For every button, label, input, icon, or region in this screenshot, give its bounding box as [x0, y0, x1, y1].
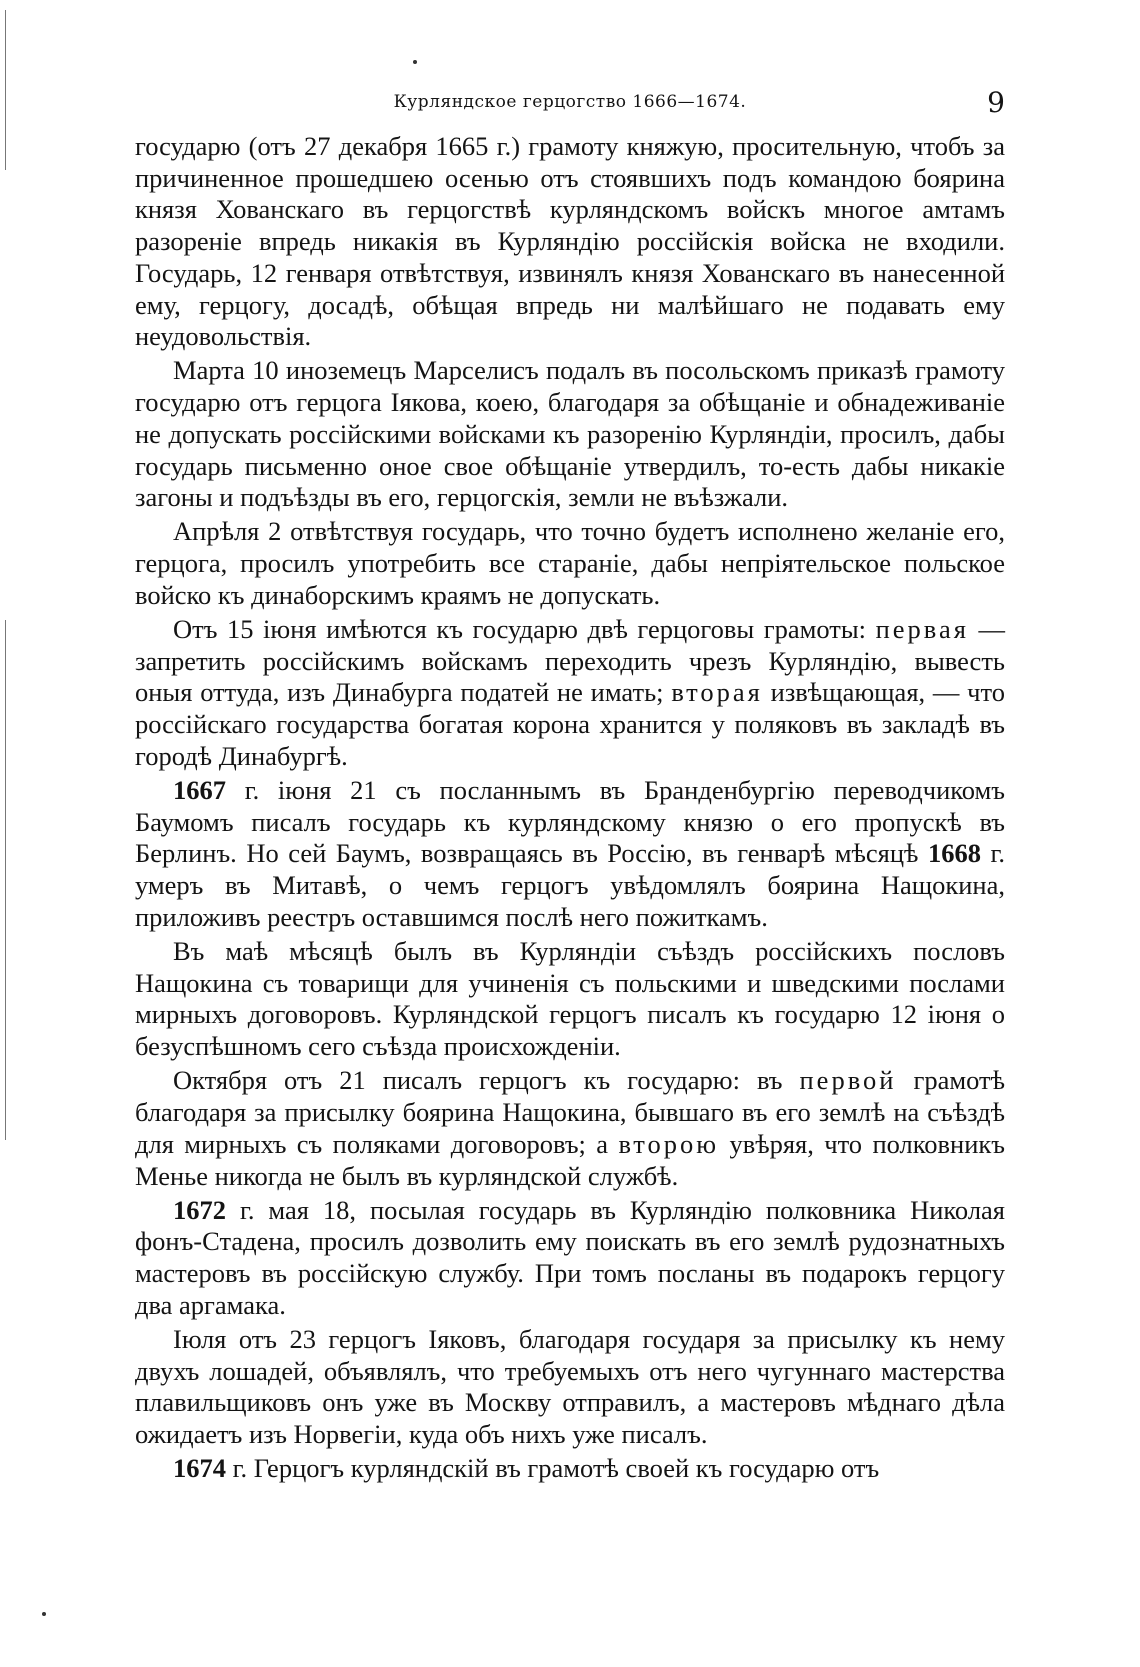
- paragraph: [135, 1324, 1005, 1451]
- paragraph: [135, 355, 1005, 514]
- paragraph-text: г. іюня 21 съ посланнымъ въ Бранденбургію переводчикомъ Баумомъ писалъ государь къ курляндскому князю о его пропускѣ въ Берлинъ. Но сей Баумъ, возвращаясь въ Россію, въ генварѣ мѣсяцѣ: [135, 775, 1005, 869]
- year-bold: 1672: [173, 1194, 226, 1225]
- paragraph-text: г. мая 18, посылая государь въ Курляндію полковника Николая фонъ-Стадена, просилъ дозволить ему поискать въ его землѣ рудознатныхъ мастеровъ въ россійскую службу. При томъ посланы въ подарокъ герцогу два аргамака.: [135, 1194, 1005, 1320]
- paragraph: [135, 516, 1005, 611]
- paragraph-text: Марта 10 иноземецъ Марселисъ подалъ въ посольскомъ приказѣ грамоту государю отъ герцога Іякова, коею, благодаря за обѣщаніе и обнадеживаніе не допускать россійскими войсками къ разоренію Курляндіи, просилъ, дабы государь письменно оное свое обѣщаніе утвердилъ, то-есть дабы никакіе загоны и подъѣзды въ его, герцогскія, земли не въѣзжали.: [135, 355, 1005, 513]
- paragraph: [135, 1453, 1005, 1485]
- running-title: Курляндское герцогство 1666—1674.: [393, 92, 747, 112]
- spaced-emphasis: второю: [618, 1128, 720, 1159]
- paragraph: [135, 614, 1005, 773]
- year-bold: 1667: [173, 775, 226, 806]
- paragraph: [135, 1195, 1005, 1322]
- scan-margin-line: [5, 10, 6, 170]
- paragraph-text: — запретить россійскимъ войскамъ переходить чрезъ Курляндію, вывесть оныя оттуда, изъ Динабурга податей не имать;: [135, 614, 1005, 708]
- paragraph: [135, 1065, 1005, 1192]
- paragraph-text: извѣщающая, — что россійскаго государства богатая корона хранится у поляковъ въ закладѣ въ городѣ Динабургѣ.: [135, 677, 1005, 771]
- paragraph-text: г. Герцогъ курляндскій въ грамотѣ своей къ государю отъ: [226, 1453, 880, 1484]
- paragraph: [135, 775, 1005, 934]
- paragraph-text: г. умеръ въ Митавѣ, о чемъ герцогъ увѣдомлялъ боярина Нащокина, приложивъ реестръ оставшимся послѣ него пожиткамъ.: [135, 838, 1005, 932]
- scan-speck: [42, 1612, 46, 1616]
- paragraph-text: Іюля отъ 23 герцогъ Іяковъ, благодаря государя за присылку къ нему двухъ лошадей, объявлялъ, что требуемыхъ отъ него чугуннаго мастерства плавильщиковъ онъ уже въ Москву отправилъ, а мастеровъ мѣднаго дѣла ожидаетъ изъ Норвегіи, куда объ нихъ уже писалъ.: [135, 1324, 1005, 1450]
- scan-margin-line: [5, 620, 6, 1140]
- scan-speck: [413, 60, 417, 64]
- paragraph-text: увѣряя, что полковникъ Менье никогда не былъ въ курляндской службѣ.: [135, 1128, 1005, 1191]
- paragraph-text: грамотѣ благодаря за присылку боярина Нащокина, бывшаго въ его землѣ на съѣздѣ для мирныхъ съ поляками договоровъ; а: [135, 1065, 1005, 1159]
- paragraph-text: Отъ 15 іюня имѣются къ государю двѣ герцоговы грамоты:: [173, 614, 876, 645]
- year-bold: 1668: [927, 838, 981, 869]
- paragraph: [135, 131, 1005, 353]
- paragraph: [135, 936, 1005, 1063]
- year-bold: 1674: [173, 1453, 226, 1484]
- body-text: [135, 131, 1005, 1488]
- paragraph-text: Апрѣля 2 отвѣтствуя государь, что точно будетъ исполнено желаніе его, герцога, просилъ употребить все стараніе, дабы непріятельское польское войско къ динаборскимъ краямъ не допускать.: [135, 516, 1005, 610]
- spaced-emphasis: первая: [875, 614, 969, 645]
- paragraph-text: Въ маѣ мѣсяцѣ былъ въ Курляндіи съѣздъ россійскихъ пословъ Нащокина съ товарищи для учиненія съ польскими и шведскими послами мирныхъ договоровъ. Курляндской герцогъ писалъ къ государю 12 іюня о безуспѣшномъ сего съѣзда происхожденіи.: [135, 936, 1005, 1062]
- paragraph-text: Октября отъ 21 писалъ герцогъ къ государю: въ: [173, 1065, 800, 1096]
- spaced-emphasis: вторая: [671, 677, 763, 708]
- spaced-emphasis: первой: [799, 1065, 897, 1096]
- page-number: 9: [987, 86, 1005, 119]
- running-header: [135, 86, 1005, 122]
- paragraph-text: государю (отъ 27 декабря 1665 г.) грамоту княжую, просительную, чтобъ за причиненное прошедшею осенью отъ стоявшихъ подъ командою боярина князя Хованскаго въ герцогствѣ курляндскомъ войскъ многое амтамъ разореніе впредь никакія въ Курляндію россійскія войска не входили. Государь, 12 генваря отвѣтствуя, извинялъ князя Хованскаго въ нанесенной ему, герцогу, досадѣ, обѣщая впредь ни малѣйшаго не подавать ему неудовольствія.: [135, 131, 1005, 352]
